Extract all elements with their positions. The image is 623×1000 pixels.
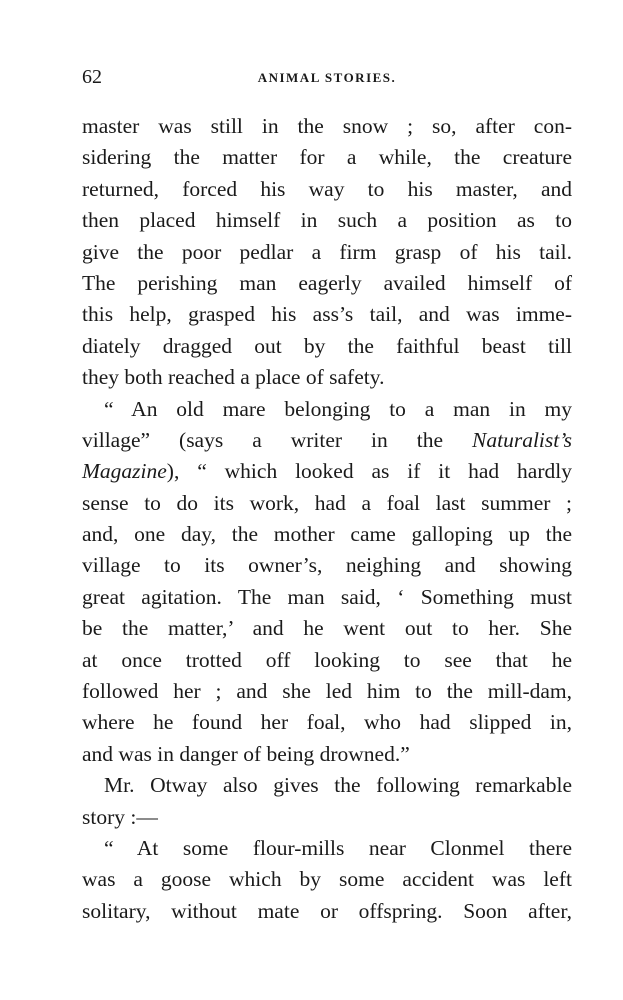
body-text bbox=[82, 111, 572, 927]
text-line: at once trotted off looking to see that he bbox=[82, 647, 572, 672]
text-line: and, one day, the mother came galloping up the bbox=[82, 522, 572, 547]
text-line: diately dragged out by the faithful beast till bbox=[82, 333, 572, 358]
italic-title: Naturalist’s bbox=[472, 427, 572, 452]
text-line: followed her ; and she led him to the mill-dam, bbox=[82, 679, 572, 704]
text-line: solitary, without mate or offspring. Soon after, bbox=[82, 898, 572, 923]
text-line: great agitation. The man said, ‘ Something must bbox=[82, 584, 572, 609]
text-line: be the matter,’ and he went out to her. She bbox=[82, 616, 572, 641]
text-line: story :— bbox=[82, 804, 158, 829]
text-line: was a goose which by some accident was left bbox=[82, 867, 572, 892]
text-line: and was in danger of being drowned.” bbox=[82, 741, 410, 766]
page-number: 62 bbox=[82, 66, 102, 88]
text-line: sense to do its work, had a foal last summer ; bbox=[82, 490, 572, 515]
text-line: sidering the matter for a while, the creature bbox=[82, 145, 572, 170]
running-head: ANIMAL STORIES. bbox=[257, 70, 397, 85]
text-line: Mr. Otway also gives the following remarkable bbox=[104, 773, 572, 798]
text-line: The perishing man eagerly availed himself of bbox=[82, 270, 572, 295]
text-line bbox=[82, 456, 572, 487]
text-line bbox=[82, 425, 572, 456]
text-line: master was still in the snow ; so, after con- bbox=[82, 114, 572, 138]
text-line: village to its owner’s, neighing and showing bbox=[82, 553, 572, 578]
text-line: “ An old mare belonging to a man in my bbox=[104, 396, 572, 421]
text-fragment: ), “ which looked as if it had hardly bbox=[166, 459, 572, 484]
text-line: then placed himself in such a position as to bbox=[82, 208, 572, 233]
text-line: this help, grasped his ass’s tail, and was imme- bbox=[82, 302, 572, 327]
text-line: “ At some flour-mills near Clonmel there bbox=[104, 835, 572, 860]
page-header bbox=[82, 66, 572, 94]
text-line: where he found her foal, who had slipped in, bbox=[82, 710, 572, 735]
text-line: they both reached a place of safety. bbox=[82, 365, 385, 390]
text-fragment: village” (says a writer in the bbox=[82, 427, 444, 452]
text-line: returned, forced his way to his master, and bbox=[82, 176, 572, 201]
italic-title: Magazine bbox=[82, 459, 167, 484]
text-line: give the poor pedlar a firm grasp of his tail. bbox=[82, 239, 572, 264]
